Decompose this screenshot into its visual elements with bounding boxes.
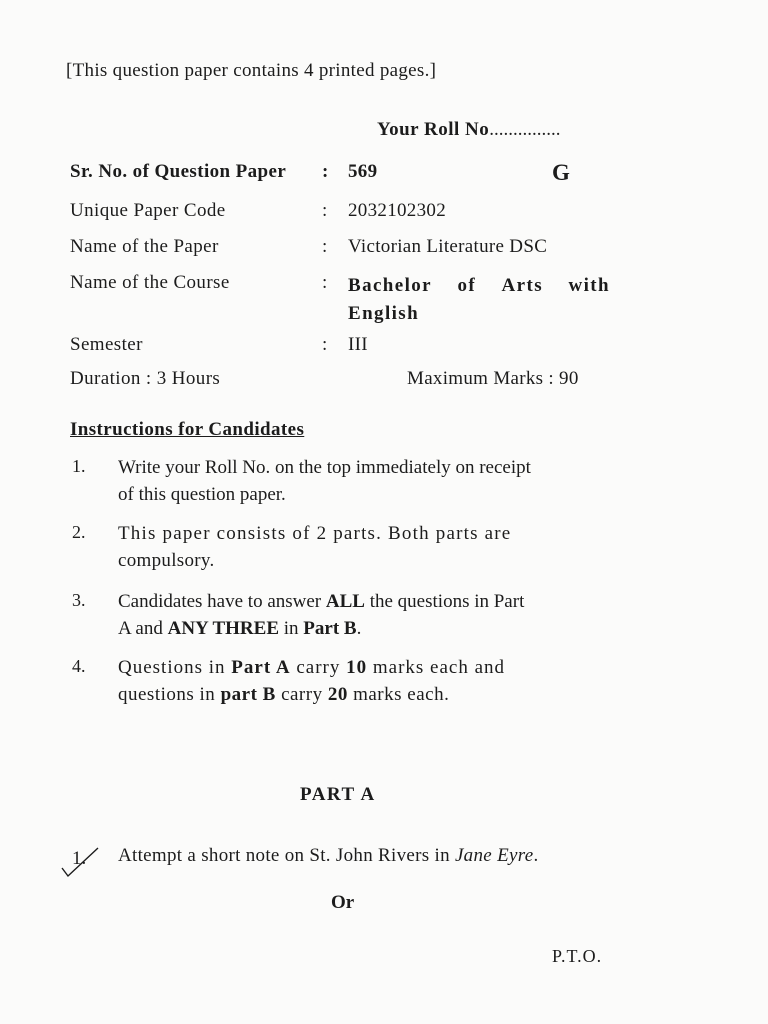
instruction-line [118,654,610,681]
text-run: . [356,618,362,639]
text-run: Questions in [118,657,232,678]
or-separator: Or [331,892,355,913]
instruction-line [118,615,610,642]
instruction-item [118,520,610,574]
text-run: the questions in Part [364,591,525,612]
sr-no-label: Sr. No. of Question Paper [70,161,287,182]
text-run: in [279,618,304,639]
tick-mark-icon [60,842,100,878]
paper-name-colon: : [322,236,328,257]
text-run: marks each and [367,657,506,678]
paper-code-value: 2032102302 [348,200,446,221]
paper-code-colon: : [322,200,328,221]
instruction-item [118,588,610,642]
duration: Duration : 3 Hours [70,368,221,389]
instruction-item [118,454,610,508]
course-name-colon: : [322,272,328,293]
instruction-line [118,681,610,708]
text-run: carry [290,657,347,678]
text-run: Part A [231,657,291,678]
semester-label: Semester [70,334,143,355]
maximum-marks: Maximum Marks : 90 [407,368,579,389]
course-word: with [568,275,610,296]
text-run: . [533,845,539,866]
instruction-number: 3. [72,590,86,610]
text-run: Jane Eyre [454,845,534,866]
please-turn-over: P.T.O. [552,946,603,966]
text-run: Attempt a short note on St. John Rivers in [118,845,455,866]
course-word: English [348,303,420,324]
course-name-label: Name of the Course [70,272,230,293]
text-run: ANY THREE [167,618,279,639]
question-number: 1. [72,848,87,869]
instruction-line: Write your Roll No. on the top immediately on receipt [118,457,531,478]
semester-colon: : [322,334,328,355]
sr-no-value: 569 [348,161,378,182]
course-word: of [457,275,477,296]
paper-name-value: Victorian Literature DSC [348,236,548,257]
paper-code-label: Unique Paper Code [70,200,226,221]
course-word: Bachelor [348,275,433,296]
roll-number-field [377,119,561,141]
text-run: carry [275,684,328,705]
instruction-line [118,588,610,615]
text-run: questions in [118,684,221,705]
roll-number-label: Your Roll No [377,119,490,140]
text-run: part B [220,684,276,705]
text-run: Candidates have to answer [118,591,326,612]
instruction-line: This paper consists of 2 parts. Both parts are [118,523,512,544]
paper-name-label: Name of the Paper [70,236,219,257]
semester-value: III [348,334,368,355]
instruction-number: 2. [72,522,86,542]
instruction-line: compulsory. [118,550,215,571]
question-1 [118,845,539,867]
text-run: ALL [325,591,365,612]
instructions-title: Instructions for Candidates [70,419,305,440]
course-word: Arts [501,275,544,296]
course-name-value [348,272,610,328]
text-run: Part B [303,618,357,639]
sr-no-colon: : [322,161,329,182]
instruction-number: 4. [72,656,86,676]
text-run: A and [118,618,168,639]
text-run: 20 [327,684,348,705]
set-code: G [552,160,570,185]
text-run: 10 [346,657,368,678]
instruction-line: of this question paper. [118,484,286,505]
part-a-heading: PART A [300,784,376,805]
roll-number-blank: ............... [489,119,561,140]
instruction-item [118,654,610,708]
page-count-note: [This question paper contains 4 printed pages.] [66,60,437,81]
instruction-number: 1. [72,456,86,476]
text-run: marks each. [347,684,450,705]
